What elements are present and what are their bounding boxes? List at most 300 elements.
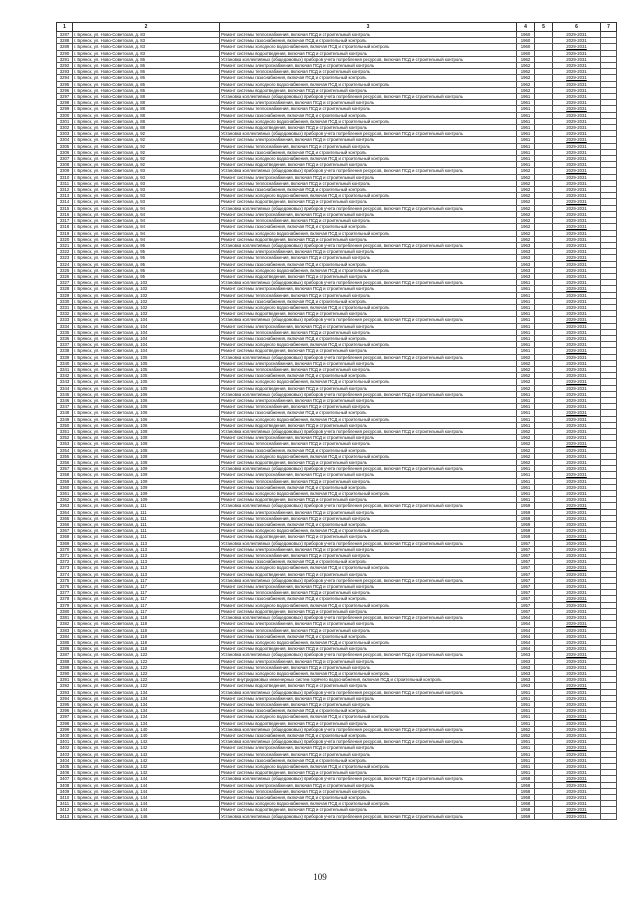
- row-number: 3357: [57, 466, 73, 472]
- address-cell: г. Брянск, ул. Ново-Советская, д. 102: [73, 311, 220, 317]
- year-built-cell: 1957: [517, 540, 535, 546]
- empty-cell: [535, 813, 553, 819]
- work-type-cell: Ремонт системы электроснабжения, включая ПСД и строительный контроль: [220, 435, 517, 441]
- period-cell: 2029-2031: [553, 559, 601, 565]
- address-cell: г. Брянск, ул. Ново-Советская, д. 94: [73, 230, 220, 236]
- work-type-cell: Ремонт системы холодного водоснабжения, включая ПСД и строительный контроль: [220, 453, 517, 459]
- period-cell: 2029-2031: [553, 112, 601, 118]
- year-built-cell: 1952: [517, 732, 535, 738]
- work-type-cell: Ремонт системы газоснабжения, включая ПСД и строительный контроль: [220, 596, 517, 602]
- address-cell: г. Брянск, ул. Ново-Советская, д. 118: [73, 646, 220, 652]
- row-number: 3319: [57, 230, 73, 236]
- work-type-cell: Ремонт системы теплоснабжения, включая ПСД и строительный контроль: [220, 553, 517, 559]
- address-cell: г. Брянск, ул. Ново-Советская, д. 105: [73, 366, 220, 372]
- year-built-cell: 1962: [517, 205, 535, 211]
- period-cell: 2029-2031: [553, 32, 601, 38]
- year-built-cell: 1963: [517, 658, 535, 664]
- row-number: 3332: [57, 311, 73, 317]
- year-built-cell: 1962: [517, 453, 535, 459]
- year-built-cell: 1963: [517, 273, 535, 279]
- address-cell: г. Брянск, ул. Ново-Советская, д. 95: [73, 267, 220, 273]
- row-number: 3339: [57, 354, 73, 360]
- period-cell: 2029-2031: [553, 143, 601, 149]
- row-number: 3305: [57, 143, 73, 149]
- address-cell: г. Брянск, ул. Ново-Советская, д. 93: [73, 193, 220, 199]
- address-cell: г. Брянск, ул. Ново-Советская, д. 134: [73, 720, 220, 726]
- row-number: 3408: [57, 782, 73, 788]
- row-number: 3303: [57, 131, 73, 137]
- work-type-cell: Ремонт системы водоотведения, включая ПСД и строительный контроль: [220, 720, 517, 726]
- period-cell: 2029-2031: [553, 652, 601, 658]
- row-number: 3314: [57, 199, 73, 205]
- address-cell: г. Брянск, ул. Ново-Советская, д. 102: [73, 304, 220, 310]
- row-number: 3412: [57, 807, 73, 813]
- row-number: 3387: [57, 652, 73, 658]
- year-built-cell: 1961: [517, 348, 535, 354]
- period-cell: 2029-2031: [553, 807, 601, 813]
- work-type-cell: Установка коллективных (общедомовых) приборов учета потребления ресурсов, включая ПСД и строительный контроль: [220, 205, 517, 211]
- year-built-cell: 1961: [517, 292, 535, 298]
- work-type-cell: Ремонт системы газоснабжения, включая ПСД и строительный контроль: [220, 224, 517, 230]
- address-cell: г. Брянск, ул. Ново-Советская, д. 93: [73, 199, 220, 205]
- row-number: 3334: [57, 323, 73, 329]
- period-cell: 2029-2031: [553, 385, 601, 391]
- address-cell: г. Брянск, ул. Ново-Советская, д. 94: [73, 236, 220, 242]
- work-type-cell: Ремонт системы водоотведения, включая ПСД и строительный контроль: [220, 497, 517, 503]
- year-built-cell: 1963: [517, 652, 535, 658]
- work-type-cell: Ремонт системы теплоснабжения, включая ПСД и строительный контроль: [220, 441, 517, 447]
- work-type-cell: Ремонт системы холодного водоснабжения, включая ПСД и строительный контроль: [220, 81, 517, 87]
- period-cell: 2029-2031: [553, 701, 601, 707]
- period-cell: 2029-2031: [553, 81, 601, 87]
- period-cell: 2029-2031: [553, 633, 601, 639]
- period-cell: 2029-2031: [553, 323, 601, 329]
- period-cell: 2029-2031: [553, 732, 601, 738]
- address-cell: г. Брянск, ул. Ново-Советская, д. 144: [73, 807, 220, 813]
- work-type-cell: Ремонт системы электроснабжения, включая ПСД и строительный контроль: [220, 100, 517, 106]
- year-built-cell: 1960: [517, 38, 535, 44]
- work-type-cell: Ремонт системы газоснабжения, включая ПСД и строительный контроль: [220, 522, 517, 528]
- period-cell: 2029-2031: [553, 366, 601, 372]
- row-number: 3299: [57, 106, 73, 112]
- address-cell: г. Брянск, ул. Ново-Советская, д. 113: [73, 546, 220, 552]
- year-built-cell: 1962: [517, 379, 535, 385]
- row-number: 3312: [57, 187, 73, 193]
- address-cell: г. Брянск, ул. Ново-Советская, д. 102: [73, 286, 220, 292]
- period-cell: 2029-2031: [553, 757, 601, 763]
- period-cell: 2029-2031: [553, 608, 601, 614]
- address-cell: г. Брянск, ул. Ново-Советская, д. 83: [73, 38, 220, 44]
- address-cell: г. Брянск, ул. Ново-Советская, д. 111: [73, 503, 220, 509]
- address-cell: г. Брянск, ул. Ново-Советская, д. 144: [73, 782, 220, 788]
- year-built-cell: 1962: [517, 75, 535, 81]
- year-built-cell: 1964: [517, 615, 535, 621]
- row-number: 3311: [57, 180, 73, 186]
- address-cell: г. Брянск, ул. Ново-Советская, д. 95: [73, 255, 220, 261]
- period-cell: 2029-2031: [553, 664, 601, 670]
- work-type-cell: Ремонт системы теплоснабжения, включая ПСД и строительный контроль: [220, 106, 517, 112]
- work-type-cell: Установка коллективных (общедомовых) приборов учета потребления ресурсов, включая ПСД и строительный контроль: [220, 652, 517, 658]
- work-type-cell: Ремонт системы теплоснабжения, включая ПСД и строительный контроль: [220, 366, 517, 372]
- year-built-cell: 1963: [517, 255, 535, 261]
- period-cell: 2029-2031: [553, 515, 601, 521]
- year-built-cell: 1957: [517, 571, 535, 577]
- address-cell: г. Брянск, ул. Ново-Советская, д. 144: [73, 788, 220, 794]
- row-number: 3344: [57, 385, 73, 391]
- address-cell: г. Брянск, ул. Ново-Советская, д. 105: [73, 385, 220, 391]
- address-cell: г. Брянск, ул. Ново-Советская, д. 105: [73, 373, 220, 379]
- year-built-cell: 1961: [517, 416, 535, 422]
- year-built-cell: 1958: [517, 782, 535, 788]
- row-number: 3289: [57, 44, 73, 50]
- period-cell: 2029-2031: [553, 528, 601, 534]
- period-cell: 2029-2031: [553, 311, 601, 317]
- year-built-cell: 1961: [517, 162, 535, 168]
- address-cell: г. Брянск, ул. Ново-Советская, д. 134: [73, 708, 220, 714]
- year-built-cell: 1964: [517, 627, 535, 633]
- work-type-cell: Установка коллективных (общедомовых) приборов учета потребления ресурсов, включая ПСД и строительный контроль: [220, 280, 517, 286]
- work-type-cell: Ремонт системы газоснабжения, включая ПСД и строительный контроль: [220, 38, 517, 44]
- period-cell: 2029-2031: [553, 801, 601, 807]
- address-cell: г. Брянск, ул. Ново-Советская, д. 92: [73, 143, 220, 149]
- row-number: 3354: [57, 447, 73, 453]
- period-cell: 2029-2031: [553, 621, 601, 627]
- address-cell: г. Брянск, ул. Ново-Советская, д. 113: [73, 571, 220, 577]
- address-cell: г. Брянск, ул. Ново-Советская, д. 93: [73, 168, 220, 174]
- work-type-cell: Установка коллективных (общедомовых) приборов учета потребления ресурсов, включая ПСД и строительный контроль: [220, 739, 517, 745]
- work-type-cell: Ремонт системы электроснабжения, включая ПСД и строительный контроль: [220, 249, 517, 255]
- year-built-cell: 1961: [517, 304, 535, 310]
- period-cell: 2029-2031: [553, 410, 601, 416]
- row-number: 3385: [57, 639, 73, 645]
- address-cell: г. Брянск, ул. Ново-Советская, д. 144: [73, 794, 220, 800]
- period-cell: 2029-2031: [553, 435, 601, 441]
- work-type-cell: Ремонт системы газоснабжения, включая ПСД и строительный контроль: [220, 484, 517, 490]
- row-number: 3374: [57, 571, 73, 577]
- work-type-cell: Установка коллективных (общедомовых) приборов учета потребления ресурсов, включая ПСД и строительный контроль: [220, 94, 517, 100]
- period-cell: 2029-2031: [553, 422, 601, 428]
- address-cell: г. Брянск, ул. Ново-Советская, д. 118: [73, 627, 220, 633]
- row-number: 3331: [57, 304, 73, 310]
- work-type-cell: Ремонт системы теплоснабжения, включая ПСД и строительный контроль: [220, 478, 517, 484]
- year-built-cell: 1957: [517, 577, 535, 583]
- period-cell: 2029-2031: [553, 255, 601, 261]
- year-built-cell: 1958: [517, 776, 535, 782]
- work-type-cell: Установка коллективных (общедомовых) приборов учета потребления ресурсов, включая ПСД и строительный контроль: [220, 689, 517, 695]
- address-cell: г. Брянск, ул. Ново-Советская, д. 94: [73, 205, 220, 211]
- row-number: 3294: [57, 75, 73, 81]
- row-number: 3302: [57, 125, 73, 131]
- year-built-cell: 1957: [517, 596, 535, 602]
- address-cell: г. Брянск, ул. Ново-Советская, д. 142: [73, 757, 220, 763]
- period-cell: 2029-2031: [553, 224, 601, 230]
- address-cell: г. Брянск, ул. Ново-Советская, д. 95: [73, 261, 220, 267]
- year-built-cell: 1961: [517, 484, 535, 490]
- row-number: 3389: [57, 664, 73, 670]
- row-number: 3336: [57, 335, 73, 341]
- row-number: 3329: [57, 292, 73, 298]
- year-built-cell: 1963: [517, 261, 535, 267]
- row-number: 3402: [57, 745, 73, 751]
- row-number: 3296: [57, 87, 73, 93]
- period-cell: 2029-2031: [553, 615, 601, 621]
- work-type-cell: Ремонт системы теплоснабжения, включая ПСД и строительный контроль: [220, 515, 517, 521]
- period-cell: 2029-2031: [553, 546, 601, 552]
- address-cell: г. Брянск, ул. Ново-Советская, д. 94: [73, 218, 220, 224]
- period-cell: 2029-2031: [553, 230, 601, 236]
- address-cell: г. Брянск, ул. Ново-Советская, д. 86: [73, 87, 220, 93]
- period-cell: 2029-2031: [553, 261, 601, 267]
- year-built-cell: 1959: [517, 503, 535, 509]
- period-cell: 2029-2031: [553, 770, 601, 776]
- year-built-cell: 1962: [517, 441, 535, 447]
- address-cell: г. Брянск, ул. Ново-Советская, д. 106: [73, 422, 220, 428]
- year-built-cell: 1961: [517, 478, 535, 484]
- row-number: 3300: [57, 112, 73, 118]
- year-built-cell: 1962: [517, 236, 535, 242]
- address-cell: г. Брянск, ул. Ново-Советская, д. 106: [73, 397, 220, 403]
- address-cell: г. Брянск, ул. Ново-Советская, д. 104: [73, 335, 220, 341]
- row-number: 3342: [57, 373, 73, 379]
- work-type-cell: Ремонт системы водоотведения, включая ПСД и строительный контроль: [220, 50, 517, 56]
- row-number: 3358: [57, 472, 73, 478]
- period-cell: 2029-2031: [553, 75, 601, 81]
- year-built-cell: 1962: [517, 429, 535, 435]
- period-cell: 2029-2031: [553, 87, 601, 93]
- year-built-cell: 1961: [517, 311, 535, 317]
- header-col-6: 6: [553, 23, 601, 32]
- row-number: 3348: [57, 410, 73, 416]
- row-number: 3378: [57, 596, 73, 602]
- year-built-cell: 1961: [517, 125, 535, 131]
- row-number: 3337: [57, 342, 73, 348]
- year-built-cell: 1961: [517, 472, 535, 478]
- work-type-cell: Ремонт системы теплоснабжения, включая ПСД и строительный контроль: [220, 292, 517, 298]
- period-cell: 2029-2031: [553, 639, 601, 645]
- year-built-cell: 1962: [517, 187, 535, 193]
- address-cell: г. Брянск, ул. Ново-Советская, д. 104: [73, 317, 220, 323]
- period-cell: 2029-2031: [553, 218, 601, 224]
- period-cell: 2029-2031: [553, 522, 601, 528]
- period-cell: 2029-2031: [553, 354, 601, 360]
- address-cell: г. Брянск, ул. Ново-Советская, д. 118: [73, 615, 220, 621]
- year-built-cell: 1958: [517, 788, 535, 794]
- address-cell: г. Брянск, ул. Ново-Советская, д. 142: [73, 739, 220, 745]
- period-cell: 2029-2031: [553, 571, 601, 577]
- work-type-cell: Ремонт системы газоснабжения, включая ПСД и строительный контроль: [220, 75, 517, 81]
- period-cell: 2029-2031: [553, 50, 601, 56]
- address-cell: г. Брянск, ул. Ново-Советская, д. 88: [73, 94, 220, 100]
- address-cell: г. Брянск, ул. Ново-Советская, д. 108: [73, 429, 220, 435]
- row-number: 3347: [57, 404, 73, 410]
- row-number: 3351: [57, 429, 73, 435]
- row-number: 3315: [57, 205, 73, 211]
- year-built-cell: 1959: [517, 515, 535, 521]
- row-number: 3325: [57, 267, 73, 273]
- work-type-cell: Ремонт системы электроснабжения, включая ПСД и строительный контроль: [220, 621, 517, 627]
- period-cell: 2029-2031: [553, 509, 601, 515]
- row-number: 3367: [57, 528, 73, 534]
- row-number: 3338: [57, 348, 73, 354]
- work-type-cell: Установка коллективных (общедомовых) приборов учета потребления ресурсов, включая ПСД и строительный контроль: [220, 131, 517, 137]
- address-cell: г. Брянск, ул. Ново-Советская, д. 94: [73, 211, 220, 217]
- year-built-cell: 1962: [517, 224, 535, 230]
- address-cell: г. Брянск, ул. Ново-Советская, д. 104: [73, 323, 220, 329]
- year-built-cell: 1960: [517, 32, 535, 38]
- address-cell: г. Брянск, ул. Ново-Советская, д. 102: [73, 280, 220, 286]
- year-built-cell: 1962: [517, 211, 535, 217]
- year-built-cell: 1962: [517, 63, 535, 69]
- year-built-cell: 1961: [517, 497, 535, 503]
- address-cell: г. Брянск, ул. Ново-Советская, д. 93: [73, 187, 220, 193]
- header-col-2: 2: [73, 23, 220, 32]
- address-cell: г. Брянск, ул. Ново-Советская, д. 109: [73, 497, 220, 503]
- year-built-cell: 1963: [517, 670, 535, 676]
- work-type-cell: Установка коллективных (общедомовых) приборов учета потребления ресурсов, включая ПСД и строительный контроль: [220, 503, 517, 509]
- row-number: 3379: [57, 602, 73, 608]
- address-cell: г. Брянск, ул. Ново-Советская, д. 83: [73, 44, 220, 50]
- year-built-cell: 1961: [517, 118, 535, 124]
- work-type-cell: Ремонт системы холодного водоснабжения, включая ПСД и строительный контроль: [220, 304, 517, 310]
- year-built-cell: 1958: [517, 801, 535, 807]
- work-type-cell: Установка коллективных (общедомовых) приборов учета потребления ресурсов, включая ПСД и строительный контроль: [220, 577, 517, 583]
- row-number: 3323: [57, 255, 73, 261]
- work-type-cell: Ремонт системы теплоснабжения, включая ПСД и строительный контроль: [220, 701, 517, 707]
- year-built-cell: 1963: [517, 267, 535, 273]
- work-type-cell: Ремонт системы теплоснабжения, включая ПСД и строительный контроль: [220, 180, 517, 186]
- work-type-cell: Ремонт системы электроснабжения, включая ПСД и строительный контроль: [220, 472, 517, 478]
- work-type-cell: Ремонт системы электроснабжения, включая ПСД и строительный контроль: [220, 397, 517, 403]
- address-cell: г. Брянск, ул. Ново-Советская, д. 142: [73, 745, 220, 751]
- period-cell: 2029-2031: [553, 174, 601, 180]
- year-built-cell: 1962: [517, 447, 535, 453]
- period-cell: 2029-2031: [553, 460, 601, 466]
- period-cell: 2029-2031: [553, 745, 601, 751]
- address-cell: г. Брянск, ул. Ново-Советская, д. 106: [73, 391, 220, 397]
- row-number: 3301: [57, 118, 73, 124]
- year-built-cell: 1959: [517, 534, 535, 540]
- work-type-cell: Ремонт системы холодного водоснабжения, включая ПСД и строительный контроль: [220, 801, 517, 807]
- work-type-cell: Ремонт системы водоотведения, включая ПСД и строительный контроль: [220, 311, 517, 317]
- period-cell: 2029-2031: [553, 708, 601, 714]
- row-number: 3298: [57, 100, 73, 106]
- address-cell: г. Брянск, ул. Ново-Советская, д. 122: [73, 652, 220, 658]
- row-number: 3297: [57, 94, 73, 100]
- row-number: 3307: [57, 156, 73, 162]
- year-built-cell: 1963: [517, 683, 535, 689]
- row-number: 3375: [57, 577, 73, 583]
- address-cell: г. Брянск, ул. Ново-Советская, д. 117: [73, 584, 220, 590]
- address-cell: г. Брянск, ул. Ново-Советская, д. 104: [73, 342, 220, 348]
- row-number: 3401: [57, 739, 73, 745]
- address-cell: г. Брянск, ул. Ново-Советская, д. 105: [73, 354, 220, 360]
- address-cell: г. Брянск, ул. Ново-Советская, д. 111: [73, 528, 220, 534]
- year-built-cell: 1951: [517, 695, 535, 701]
- address-cell: г. Брянск, ул. Ново-Советская, д. 109: [73, 484, 220, 490]
- address-cell: г. Брянск, ул. Ново-Советская, д. 108: [73, 447, 220, 453]
- year-built-cell: 1961: [517, 286, 535, 292]
- row-number: 3328: [57, 286, 73, 292]
- year-built-cell: 1961: [517, 342, 535, 348]
- address-cell: г. Брянск, ул. Ново-Советская, д. 88: [73, 118, 220, 124]
- row-number: 3365: [57, 515, 73, 521]
- work-type-cell: Ремонт внутридомовых инженерных систем горячего водоснабжения, включая ПСД и строительный контроль: [220, 677, 517, 683]
- row-number: 3413: [57, 813, 73, 819]
- period-cell: 2029-2031: [553, 584, 601, 590]
- address-cell: г. Брянск, ул. Ново-Советская, д. 92: [73, 162, 220, 168]
- work-type-cell: Установка коллективных (общедомовых) приборов учета потребления ресурсов, включая ПСД и строительный контроль: [220, 429, 517, 435]
- address-cell: г. Брянск, ул. Ново-Советская, д. 140: [73, 732, 220, 738]
- period-cell: 2029-2031: [553, 236, 601, 242]
- row-number: 3309: [57, 168, 73, 174]
- year-built-cell: 1961: [517, 410, 535, 416]
- period-cell: 2029-2031: [553, 131, 601, 137]
- row-number: 3346: [57, 397, 73, 403]
- year-built-cell: 1964: [517, 639, 535, 645]
- work-type-cell: Ремонт системы водоотведения, включая ПСД и строительный контроль: [220, 273, 517, 279]
- year-built-cell: 1960: [517, 50, 535, 56]
- year-built-cell: 1957: [517, 602, 535, 608]
- work-type-cell: Ремонт системы теплоснабжения, включая ПСД и строительный контроль: [220, 329, 517, 335]
- address-cell: г. Брянск, ул. Ново-Советская, д. 122: [73, 670, 220, 676]
- work-type-cell: Ремонт системы газоснабжения, включая ПСД и строительный контроль: [220, 298, 517, 304]
- work-type-cell: Ремонт системы газоснабжения, включая ПСД и строительный контроль: [220, 112, 517, 118]
- period-cell: 2029-2031: [553, 180, 601, 186]
- year-built-cell: 1963: [517, 677, 535, 683]
- period-cell: 2029-2031: [553, 391, 601, 397]
- year-built-cell: 1962: [517, 230, 535, 236]
- work-type-cell: Ремонт системы газоснабжения, включая ПСД и строительный контроль: [220, 373, 517, 379]
- period-cell: 2029-2031: [553, 360, 601, 366]
- work-type-cell: Ремонт системы газоснабжения, включая ПСД и строительный контроль: [220, 261, 517, 267]
- year-built-cell: 1951: [517, 751, 535, 757]
- period-cell: 2029-2031: [553, 497, 601, 503]
- row-number: 3330: [57, 298, 73, 304]
- page-number: 109: [313, 872, 327, 882]
- period-cell: 2029-2031: [553, 168, 601, 174]
- period-cell: 2029-2031: [553, 56, 601, 62]
- period-cell: 2029-2031: [553, 69, 601, 75]
- address-cell: г. Брянск, ул. Ново-Советская, д. 108: [73, 460, 220, 466]
- row-number: 3326: [57, 273, 73, 279]
- year-built-cell: 1957: [517, 584, 535, 590]
- period-cell: 2029-2031: [553, 100, 601, 106]
- period-cell: 2029-2031: [553, 335, 601, 341]
- year-built-cell: 1962: [517, 373, 535, 379]
- address-cell: г. Брянск, ул. Ново-Советская, д. 142: [73, 763, 220, 769]
- address-cell: г. Брянск, ул. Ново-Советская, д. 142: [73, 751, 220, 757]
- period-cell: 2029-2031: [553, 379, 601, 385]
- work-type-cell: Ремонт системы газоснабжения, включая ПСД и строительный контроль: [220, 559, 517, 565]
- address-cell: г. Брянск, ул. Ново-Советская, д. 142: [73, 770, 220, 776]
- work-type-cell: Ремонт системы газоснабжения, включая ПСД и строительный контроль: [220, 732, 517, 738]
- period-cell: 2029-2031: [553, 776, 601, 782]
- address-cell: г. Брянск, ул. Ново-Советская, д. 92: [73, 131, 220, 137]
- work-type-cell: Ремонт системы холодного водоснабжения, включая ПСД и строительный контроль: [220, 118, 517, 124]
- address-cell: г. Брянск, ул. Ново-Советская, д. 111: [73, 509, 220, 515]
- year-built-cell: 1951: [517, 714, 535, 720]
- address-cell: г. Брянск, ул. Ново-Советская, д. 88: [73, 125, 220, 131]
- work-type-cell: Ремонт системы газоснабжения, включая ПСД и строительный контроль: [220, 149, 517, 155]
- period-cell: 2029-2031: [553, 94, 601, 100]
- work-type-cell: Ремонт системы газоснабжения, включая ПСД и строительный контроль: [220, 794, 517, 800]
- work-type-cell: Ремонт системы водоотведения, включая ПСД и строительный контроль: [220, 807, 517, 813]
- address-cell: г. Брянск, ул. Ново-Советская, д. 106: [73, 416, 220, 422]
- row-number: 3377: [57, 590, 73, 596]
- address-cell: г. Брянск, ул. Ново-Советская, д. 118: [73, 639, 220, 645]
- period-cell: 2029-2031: [553, 211, 601, 217]
- period-cell: 2029-2031: [553, 397, 601, 403]
